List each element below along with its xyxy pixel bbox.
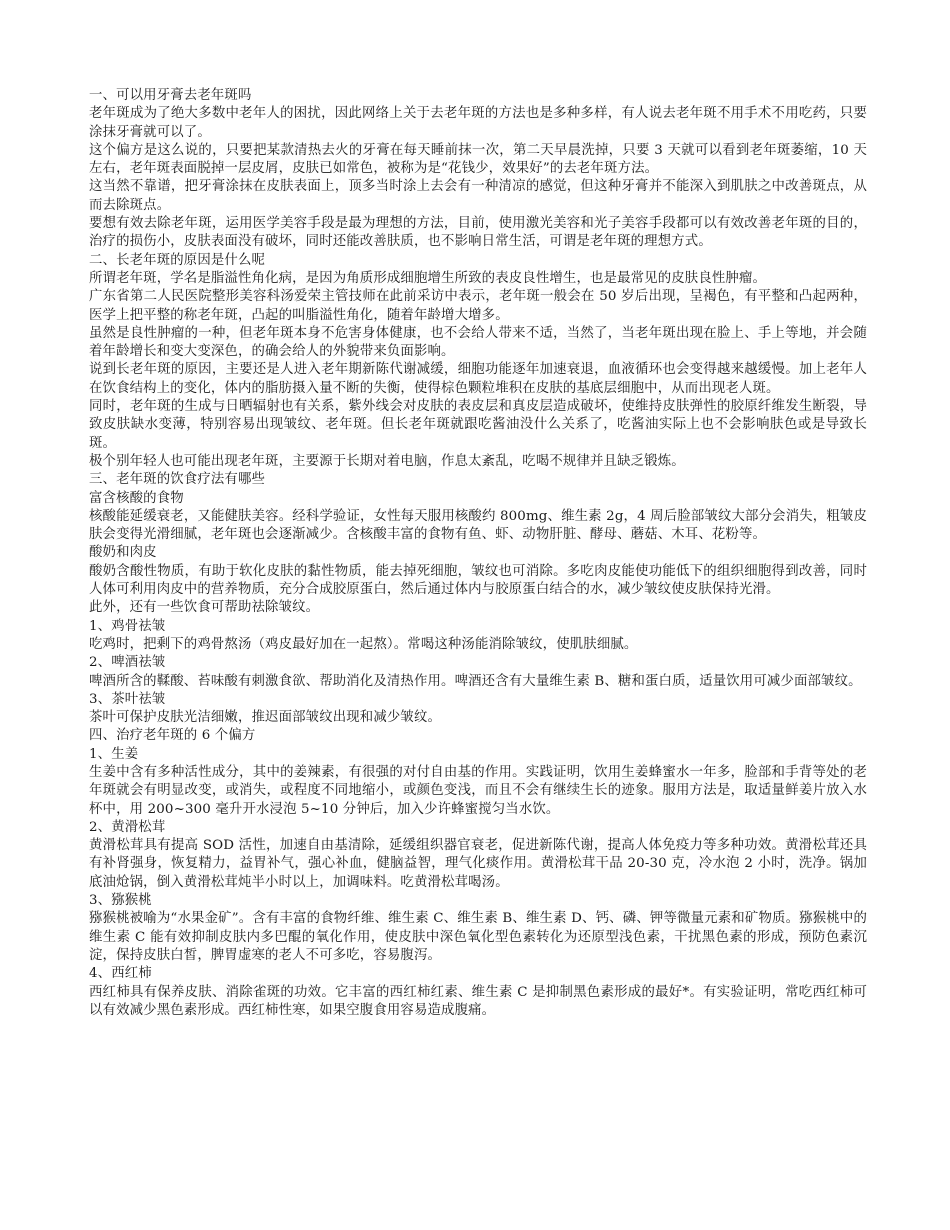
paragraph: 西红柿具有保养皮肤、消除雀斑的功效。它丰富的西红柿红素、维生素 C 是抑制黑色素形成的最好*。有实验证明，常吃西红柿可以有效减少黑色素形成。西红柿性寒，如果空腹食用容易造成腹痛。 <box>89 984 867 1018</box>
paragraph: 这当然不靠谱，把牙膏涂抹在皮肤表面上，顶多当时涂上去会有一种清凉的感觉，但这种牙膏并不能深入到肌肤之中改善斑点，从而去除斑点。 <box>89 179 867 213</box>
paragraph: 极个别年轻人也可能出现老年斑，主要源于长期对着电脑，作息太紊乱，吃喝不规律并且缺乏锻炼。 <box>89 453 685 469</box>
paragraph: 茶叶可保护皮肤光洁细嫩，推迟面部皱纹出现和减少皱纹。 <box>89 710 442 726</box>
document-body <box>89 87 867 1020</box>
paragraph: 生姜中含有多种活性成分，其中的姜辣素，有很强的对付自由基的作用。实践证明，饮用生姜蜂蜜水一年多，脸部和手背等处的老年斑就会有明显改变，或消失，或程度不同地缩小，或颜色变浅，而且不会有继续生长的迹象。服用方法是，取适量鲜姜片放入水杯中，用 200~300 毫升开水浸泡 5~10 分钟后，加入少许蜂蜜搅匀当水饮。 <box>89 764 867 817</box>
paragraph: 核酸能延缓衰老，又能健肤美容。经科学验证，女性每天服用核酸约 800mg、维生素 2g，4 周后脸部皱纹大部分会消失，粗皱皮肤会变得光滑细腻，老年斑也会逐渐减少。含核酸丰富的食物有鱼、虾、动物肝脏、酵母、蘑菇、木耳、花粉等。 <box>89 508 867 543</box>
subsection-heading: 1、生姜 <box>89 746 139 762</box>
paragraph: 老年斑成为了绝大多数中老年人的困扰，因此网络上关于去老年斑的方法也是多种多样，有人说去老年斑不用手术不用吃药，只要涂抹牙膏就可以了。 <box>89 106 867 140</box>
section-heading: 四、治疗老年斑的 6 个偏方 <box>89 728 256 744</box>
subsection-heading: 酸奶和肉皮 <box>89 545 157 561</box>
subsection-heading: 3、茶叶祛皱 <box>89 691 166 707</box>
subsection-heading: 2、啤酒祛皱 <box>89 655 166 671</box>
paragraph: 说到长老年斑的原因，主要还是人进入老年期新陈代谢减缓，细胞功能逐年加速衰退，血液循环也会变得越来越缓慢。加上老年人在饮食结构上的变化，体内的脂肪摄入量不断的失衡，使得棕色颗粒堆积在皮肤的基底层细胞中，从而出现老人斑。 <box>89 362 867 396</box>
paragraph: 同时，老年斑的生成与日晒辐射也有关系，紫外线会对皮肤的表皮层和真皮层造成破坏，使维持皮肤弹性的胶原纤维发生断裂，导致皮肤缺水变薄，特别容易出现皱纹、老年斑。但长老年斑就跟吃酱油没什么关系了，吃酱油实际上也不会影响肤色或是导致长斑。 <box>89 399 867 451</box>
paragraph: 黄滑松茸具有提高 SOD 活性，加速自由基清除，延缓组织器官衰老，促进新陈代谢，提高人体免疫力等多种功效。黄滑松茸还具有补肾强身，恢复精力，益胃补气，强心补血，健脑益智，理气化痰作用。黄滑松茸干品 20-30 克，冷水泡 2 小时，洗净。锅加底油炝锅，倒入黄滑松茸炖半小时以上，加调味料。吃黄滑松茸喝汤。 <box>89 838 867 890</box>
subsection-heading: 1、鸡骨祛皱 <box>89 618 166 634</box>
paragraph: 要想有效去除老年斑，运用医学美容手段是最为理想的方法，目前，使用激光美容和光子美容手段都可以有效改善老年斑的目的，治疗的损伤小，皮肤表面没有破坏，同时还能改善肤质，也不影响日常生活，可谓是老年斑的理想方式。 <box>89 216 867 250</box>
subsection-heading: 4、西红柿 <box>89 966 152 982</box>
paragraph: 这个偏方是这么说的，只要把某款清热去火的牙膏在每天睡前抹一次，第二天早晨洗掉，只要 3 天就可以看到老年斑萎缩，10 天左右，老年斑表面脱掉一层皮屑，皮肤已如常色，被称为是“花钱少，效果好”的去老年斑方法。 <box>89 142 867 177</box>
section-heading: 一、可以用牙膏去老年斑吗 <box>89 88 252 103</box>
subsection-heading: 3、猕猴桃 <box>89 893 152 909</box>
paragraph: 广东省第二人民医院整形美容科汤爱荣主管技师在此前采访中表示，老年斑一般会在 50 岁后出现，呈褐色，有平整和凸起两种，医学上把平整的称老年斑，凸起的叫脂溢性角化，随着年龄增大增多。 <box>89 289 867 323</box>
paragraph: 吃鸡时，把剩下的鸡骨熬汤（鸡皮最好加在一起熬）。常喝这种汤能消除皱纹，使肌肤细腻。 <box>89 636 638 652</box>
subsection-heading: 富含核酸的食物 <box>89 490 184 506</box>
paragraph: 猕猴桃被喻为“水果金矿”。含有丰富的食物纤维、维生素 C、维生素 B、维生素 D、钙、磷、钾等微量元素和矿物质。猕猴桃中的维生素 C 能有效抑制皮肤内多巴醌的氧化作用，使皮肤中深色氧化型色素转化为还原型浅色素，干扰黑色素的形成，预防色素沉淀，保持皮肤白皙，脾胃虚寒的老人不可多吃，容易腹泻。 <box>89 911 867 963</box>
paragraph: 虽然是良性肿瘤的一种，但老年斑本身不危害身体健康，也不会给人带来不适，当然了，当老年斑出现在脸上、手上等地，并会随着年龄增长和变大变深色，的确会给人的外貌带来负面影响。 <box>89 325 867 360</box>
subsection-heading: 2、黄滑松茸 <box>89 819 166 835</box>
paragraph: 酸奶含酸性物质，有助于软化皮肤的黏性物质，能去掉死细胞，皱纹也可消除。多吃肉皮能使功能低下的组织细胞得到改善，同时人体可利用肉皮中的营养物质，充分合成胶原蛋白，然后通过体内与胶原蛋白结合的水，减少皱纹使皮肤保持光滑。 <box>89 563 867 598</box>
section-heading: 三、老年斑的饮食疗法有哪些 <box>89 472 266 488</box>
paragraph: 此外，还有一些饮食可帮助祛除皱纹。 <box>89 600 320 616</box>
paragraph: 啤酒所含的鞣酸、苔味酸有刺激食欲、帮助消化及清热作用。啤酒还含有大量维生素 B、糖和蛋白质，适量饮用可减少面部皱纹。 <box>89 673 862 689</box>
paragraph: 所谓老年斑，学名是脂溢性角化病，是因为角质形成细胞增生所致的表皮良性增生，也是最常见的皮肤良性肿瘤。 <box>89 270 767 286</box>
section-heading: 二、长老年斑的原因是什么呢 <box>89 252 266 268</box>
